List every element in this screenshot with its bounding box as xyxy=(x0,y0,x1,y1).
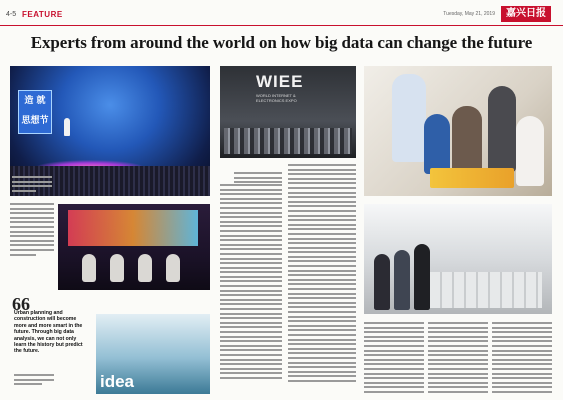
caption-block-2 xyxy=(12,176,52,194)
stage-screen xyxy=(68,210,198,246)
building-blocks xyxy=(430,168,514,188)
article-column-4 xyxy=(428,322,488,396)
booth-sign: idea xyxy=(100,372,135,391)
article-headline: Experts from around the world on how big data can change the future xyxy=(30,33,533,52)
article-column-1-body xyxy=(220,184,282,382)
event-sign: 造 就 思想节 xyxy=(18,90,52,134)
photo-wiee-entrance xyxy=(220,66,356,158)
page-header xyxy=(0,0,563,26)
visitors-crowd xyxy=(224,128,352,154)
caption-block-1 xyxy=(10,203,54,258)
page-number: 4-5 xyxy=(6,11,17,18)
exhibit-tables xyxy=(430,272,542,308)
child xyxy=(424,114,450,174)
speaker xyxy=(64,118,70,136)
masthead-logo: 嘉兴日报 xyxy=(501,6,551,22)
quote-mark: 66 xyxy=(12,294,30,314)
article-column-2 xyxy=(288,164,356,385)
section-label: FEATURE xyxy=(22,10,63,19)
photo-children-demo xyxy=(364,66,552,196)
pull-quote: Urban planning and construction will become more and more smart in the future. Through big data analysis, we can not only learn the history but predict the future. xyxy=(14,310,83,355)
adult-presenter xyxy=(392,74,426,162)
quote-attribution xyxy=(14,374,54,388)
photo-exhibit-booth xyxy=(96,314,210,394)
issue-date: Tuesday, May 21, 2019 xyxy=(443,11,495,17)
wiee-logo: WIEE xyxy=(256,72,304,91)
girl-visitor xyxy=(516,116,544,186)
adult-visitor xyxy=(452,106,482,176)
article-column-5 xyxy=(492,322,552,396)
wiee-subtitle: WORLD INTERNET & ELECTRONICS EXPO xyxy=(256,93,297,103)
article-column-3 xyxy=(364,322,424,396)
photo-exhibition-hall xyxy=(364,204,552,314)
adult-visitor-2 xyxy=(488,86,516,172)
photo-panel-discussion xyxy=(58,204,210,290)
